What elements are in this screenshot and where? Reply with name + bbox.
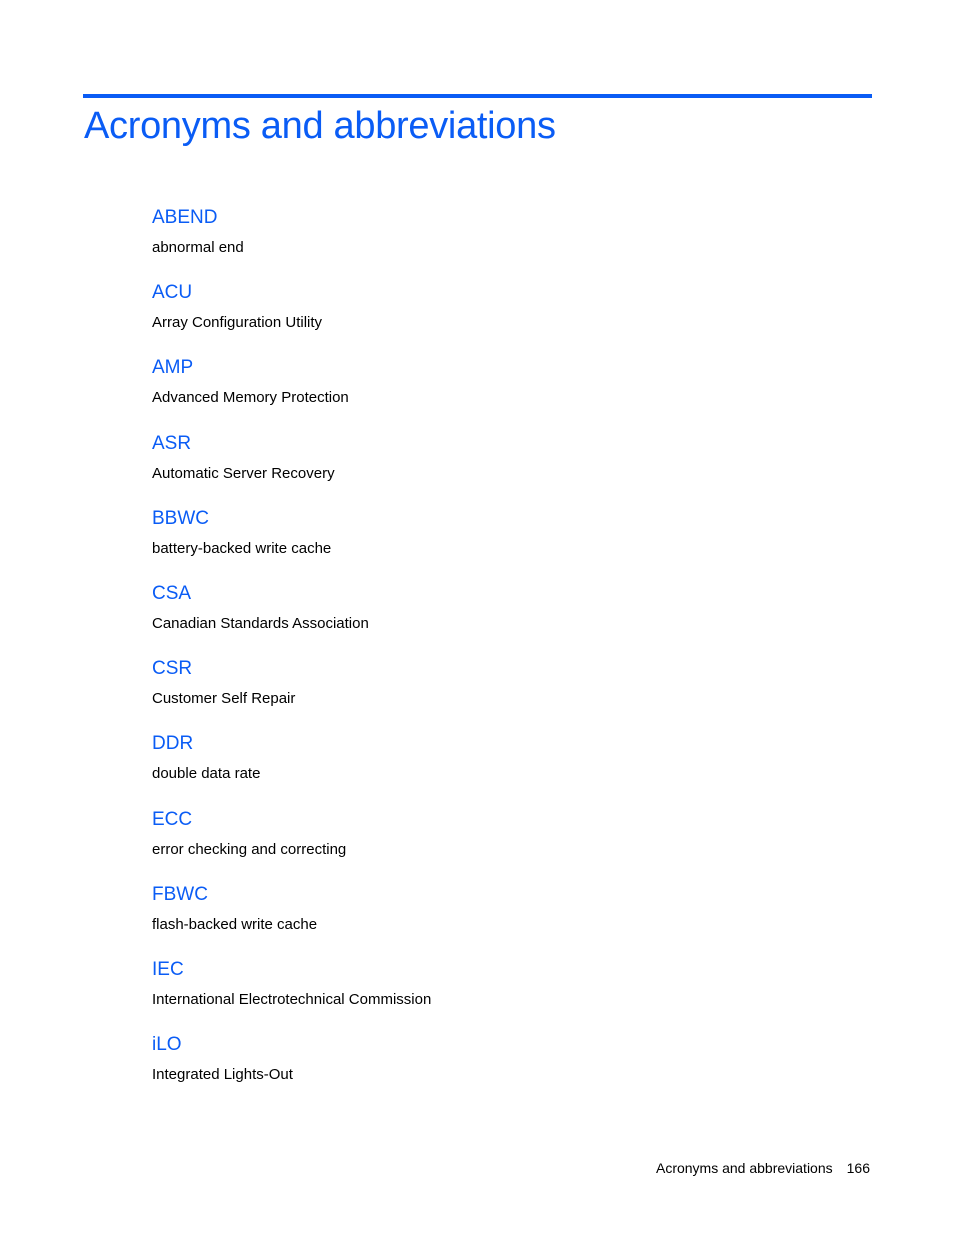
acronym-term: ABEND xyxy=(152,207,218,228)
acronym-entry xyxy=(152,656,852,731)
acronym-definition: Canadian Standards Association xyxy=(152,614,369,632)
acronym-entry xyxy=(152,957,852,1032)
acronym-term: AMP xyxy=(152,357,194,379)
acronym-definition: abnormal end xyxy=(152,239,244,256)
acronym-definition: Advanced Memory Protection xyxy=(152,389,349,407)
acronym-list xyxy=(152,205,852,1107)
acronym-definition: Array Configuration Utility xyxy=(152,314,323,332)
acronym-definition: error checking and correcting xyxy=(152,840,347,858)
acronym-definition: Automatic Server Recovery xyxy=(152,464,335,482)
acronym-term: iLO xyxy=(152,1034,182,1056)
acronym-term: BBWC xyxy=(152,507,209,529)
acronym-entry xyxy=(152,807,852,882)
acronym-definition: Customer Self Repair xyxy=(152,690,296,708)
acronym-term: IEC xyxy=(152,958,184,980)
acronym-term: CSR xyxy=(152,658,193,680)
acronym-entry xyxy=(152,431,852,506)
acronym-entry xyxy=(152,355,852,430)
acronym-definition: battery-backed write cache xyxy=(152,539,332,557)
acronym-entry xyxy=(152,205,852,280)
acronym-entry xyxy=(152,731,852,806)
footer-section-title: Acronyms and abbreviations xyxy=(655,1160,833,1176)
page-footer xyxy=(656,1158,870,1178)
acronym-term: DDR xyxy=(152,733,194,755)
acronym-definition: International Electrotechnical Commission xyxy=(152,990,432,1008)
acronym-term: ASR xyxy=(152,432,192,454)
acronym-entry xyxy=(152,1032,852,1107)
acronym-term: FBWC xyxy=(152,883,208,905)
page-title: Acronyms and abbreviations xyxy=(84,105,556,147)
acronym-entry xyxy=(152,581,852,656)
acronym-entry xyxy=(152,280,852,355)
acronym-entry xyxy=(152,882,852,957)
title-rule xyxy=(83,94,872,98)
acronym-term: ACU xyxy=(152,282,193,304)
page-number: 166 xyxy=(846,1160,870,1176)
acronym-term: ECC xyxy=(152,808,193,830)
acronym-definition: double data rate xyxy=(152,765,261,783)
acronym-definition: Integrated Lights-Out xyxy=(152,1066,293,1084)
acronym-entry xyxy=(152,506,852,581)
acronym-definition: flash-backed write cache xyxy=(152,915,318,933)
acronym-term: CSA xyxy=(152,582,192,604)
